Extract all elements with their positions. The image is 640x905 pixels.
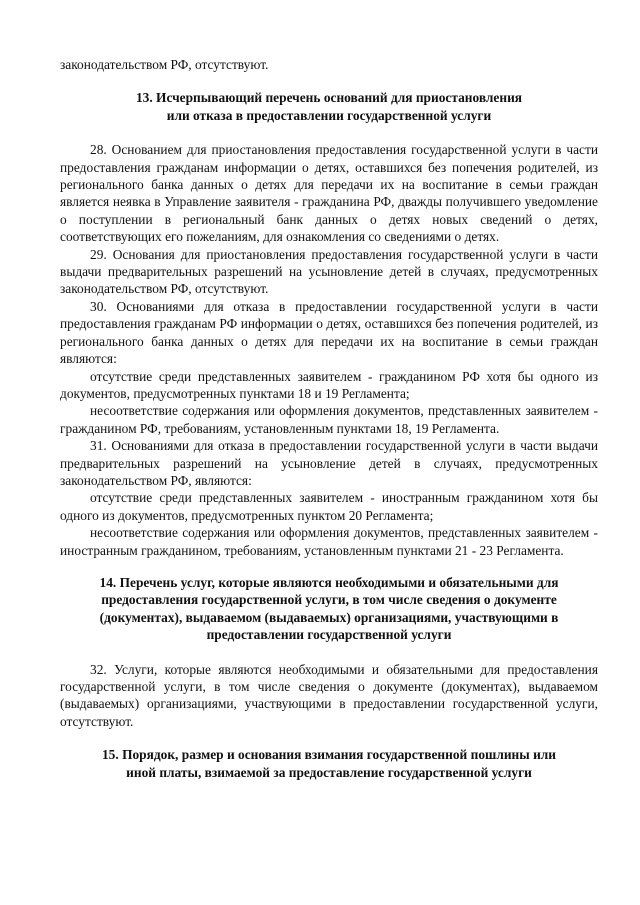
section-15-heading-line: иной платы, взимаемой за предоставление государственной услуги xyxy=(126,764,532,780)
paragraph-28: 28. Основанием для приостановления предоставления государственной услуги в части предоставления гражданам информации о детях, оставшихся без попечения родителей, из регионального банка данных о детях для передачи их на воспитание в семьи граждан является неявка в Управление заявителя - гражданина РФ, дважды получившего уведомление о поступлении в региональный банк данных о детях новых сведений о детях, соответствующих его пожеланиям, для ознакомления со сведениями о детях. xyxy=(60,142,598,245)
section-14-body xyxy=(60,661,598,731)
paragraph-31-item-1: отсутствие среди представленных заявителем - иностранным гражданином хотя бы одного из документов, предусмотренных пунктом 20 Регламента; xyxy=(60,490,598,523)
section-13-heading-line: или отказа в предоставлении государственной услуги xyxy=(166,107,492,123)
section-15-heading-line: 15. Порядок, размер и основания взимания государственной пошлины или xyxy=(101,747,557,763)
paragraph-29: 29. Основания для приостановления предоставления государственной услуги в части выдачи предварительных разрешений на усыновление детей в случаях, предусмотренных законодательством РФ, отсутствуют. xyxy=(60,246,598,297)
section-14-heading-line: 14. Перечень услуг, которые являются необходимыми и обязательными для xyxy=(99,574,559,590)
section-14-heading-line: предоставлении государственной услуги xyxy=(206,627,452,643)
paragraph-31: 31. Основаниями для отказа в предоставлении государственной услуги в части выдачи предварительных разрешений на усыновление детей в случаях, предусмотренных законодательством РФ, являются: xyxy=(60,438,598,488)
section-13-heading xyxy=(60,89,598,124)
paragraph-30-item-1: отсутствие среди представленных заявителем - гражданином РФ хотя бы одного из документов, предусмотренных пунктами 18 и 19 Регламента; xyxy=(60,368,598,401)
section-14-heading-line: предоставления государственной услуги, в том числе сведения о документе xyxy=(101,592,557,608)
paragraph-30-item-2: несоответствие содержания или оформления документов, представленных заявителем - гражданином РФ, требованиям, установленным пунктами 18, 19 Регламента. xyxy=(60,403,598,436)
paragraph-30: 30. Основаниями для отказа в предоставлении государственной услуги в части предоставления гражданам РФ информации о детях, оставшихся без попечения родителей, из регионального банка данных о детях для передачи их на воспитание в семьи граждан являются: xyxy=(60,298,598,367)
paragraph-31-item-2: несоответствие содержания или оформления документов, представленных заявителем - иностранным гражданином, требованиям, установленным пунктами 21 - 23 Регламента. xyxy=(60,525,598,558)
section-14-heading-line: (документах), выдаваемом (выдаваемых) организациями, участвующими в xyxy=(99,609,559,625)
section-13-body xyxy=(60,141,598,559)
section-13-heading-line: 13. Исчерпывающий перечень оснований для приостановления xyxy=(135,90,523,106)
intro-paragraph: законодательством РФ, отсутствуют. xyxy=(60,57,269,72)
section-15-heading xyxy=(60,746,598,781)
paragraph-32: 32. Услуги, которые являются необходимыми и обязательными для предоставления государственной услуги, в том числе сведения о документе (документах), выдаваемом (выдаваемых) организациями, участвующими в предоставлении государственной услуги, отсутствуют. xyxy=(60,661,598,729)
section-14-heading xyxy=(60,574,598,644)
